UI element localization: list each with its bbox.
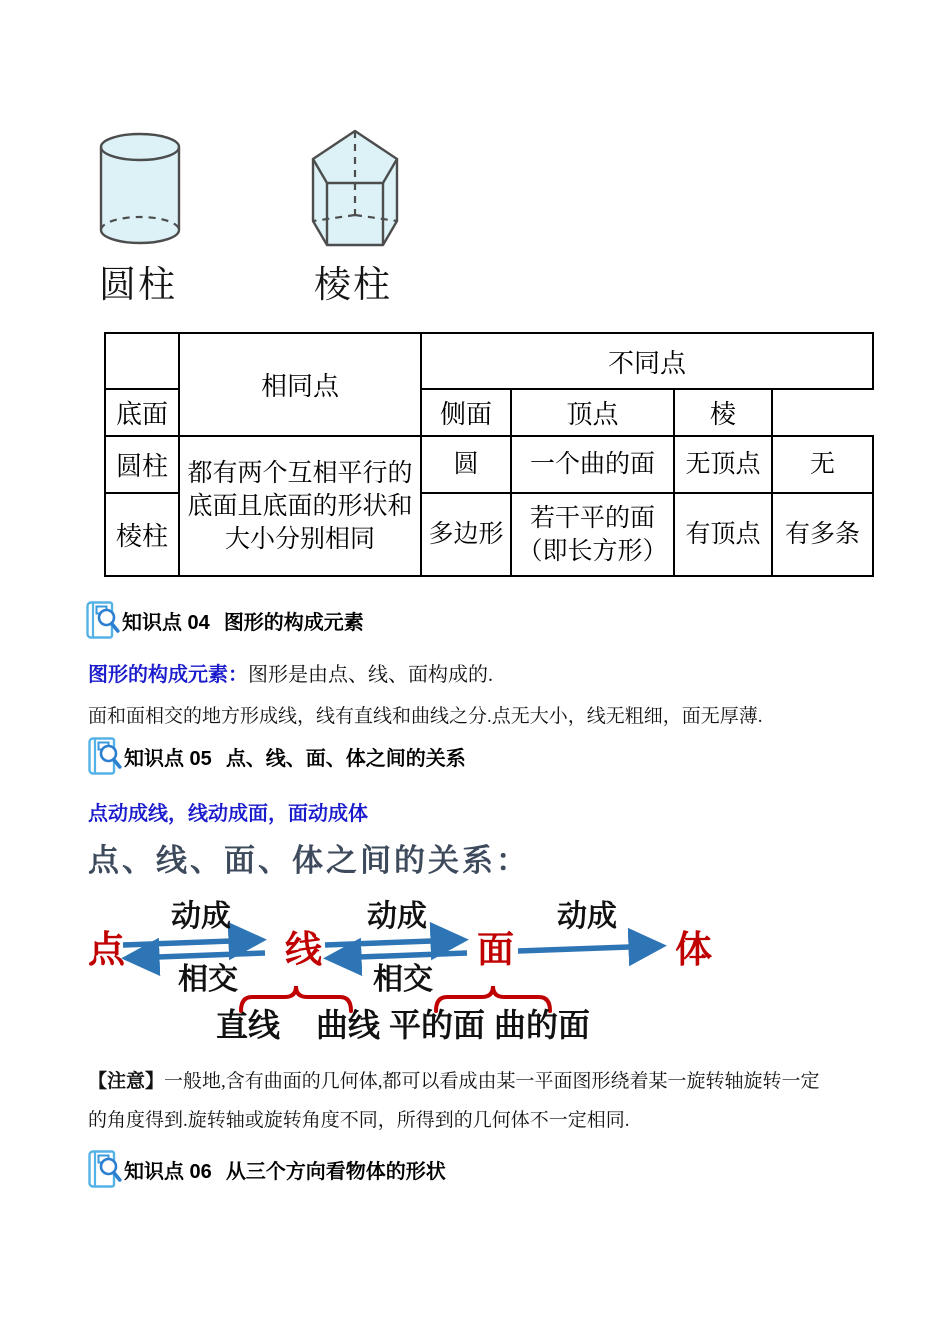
table-corner-cell — [105, 333, 179, 389]
book-magnifier-icon — [86, 1149, 122, 1189]
prism-side-cell: 若干平的面 （即长方形） — [511, 493, 674, 576]
cylinder-figure — [98, 132, 182, 246]
kp04-label: 知识点 04 — [122, 611, 210, 634]
link-label-move-2: 动成 — [367, 900, 427, 933]
same-points-cell: 都有两个互相平行的底面且底面的形状和大小分别相同 — [179, 436, 421, 576]
child-flat-face: 平的面 — [388, 1007, 486, 1043]
book-magnifier-icon — [84, 600, 120, 640]
cylinder-edge-cell: 无 — [772, 436, 873, 493]
kp04-title: 图形的构成元素 — [223, 611, 364, 634]
kp05-label: 知识点 05 — [124, 747, 212, 770]
link-label-move-1: 动成 — [171, 900, 231, 933]
cylinder-base-cell: 圆 — [421, 436, 511, 493]
child-straight-line: 直线 — [215, 1007, 281, 1043]
arrow-point-to-line — [123, 940, 257, 945]
prism-vertex-cell: 有顶点 — [674, 493, 772, 576]
arrow-face-to-line — [333, 953, 467, 958]
col-header-base: 底面 — [105, 389, 179, 436]
note-paragraph — [88, 1062, 888, 1140]
cylinder-label: 圆柱 — [99, 264, 177, 305]
node-face: 面 — [477, 929, 514, 970]
cylinder-side-cell: 一个曲的面 — [511, 436, 674, 493]
kp04-body-line: 面和面相交的地方形成线，线有直线和曲线之分.点无大小，线无粗细，面无厚薄. — [88, 706, 763, 727]
arrow-line-to-face — [325, 940, 459, 945]
prism-base-cell: 多边形 — [421, 493, 511, 576]
arrow-line-to-point — [131, 953, 265, 958]
kp05-blue-line: 点动成线，线动成面，面动成体 — [88, 803, 368, 825]
point-line-face-solid-diagram — [75, 893, 725, 1053]
col-header-vertex: 顶点 — [511, 389, 674, 436]
cylinder-vertex-cell: 无顶点 — [674, 436, 772, 493]
link-label-move-3: 动成 — [557, 900, 617, 933]
book-magnifier-icon — [86, 736, 122, 776]
knowledge-point-06-header — [86, 1149, 446, 1189]
link-label-intersect-1: 相交 — [178, 963, 238, 996]
kp05-title: 点、线、面、体之间的关系 — [225, 747, 466, 770]
node-point: 点 — [88, 929, 125, 970]
child-curved-line: 曲线 — [315, 1007, 381, 1043]
link-label-intersect-2: 相交 — [373, 963, 433, 996]
col-header-side: 侧面 — [421, 389, 511, 436]
kp06-label: 知识点 06 — [124, 1160, 212, 1183]
prism-edge-cell: 有多条 — [772, 493, 873, 576]
diff-points-header: 不同点 — [421, 333, 873, 389]
prism-label: 棱柱 — [314, 264, 392, 305]
child-curved-face: 曲的面 — [493, 1007, 591, 1043]
kp04-lead-paragraph — [88, 658, 493, 687]
table-row — [105, 436, 873, 493]
col-header-edge: 棱 — [674, 389, 772, 436]
knowledge-point-04-header — [84, 600, 364, 640]
node-solid: 体 — [675, 929, 712, 970]
comparison-table — [104, 332, 874, 577]
note-tag: 【注意】 — [88, 1071, 165, 1092]
row-label-prism: 棱柱 — [105, 493, 179, 576]
kp04-lead-term: 图形的构成元素： — [88, 664, 248, 686]
kp04-lead-rest: 图形是由点、线、面构成的. — [248, 664, 493, 686]
kp06-title: 从三个方向看物体的形状 — [225, 1160, 446, 1183]
knowledge-point-05-header — [86, 736, 466, 776]
note-line-2: 的角度得到.旋转轴或旋转角度不同，所得到的几何体不一定相同. — [88, 1110, 630, 1131]
arrow-face-to-solid — [518, 946, 657, 951]
prism-figure — [303, 125, 407, 252]
relationship-section-title: 点、线、面、体之间的关系： — [88, 843, 530, 878]
same-points-header: 相同点 — [179, 333, 421, 436]
row-label-cylinder: 圆柱 — [105, 436, 179, 493]
note-line-1: 【注意】一般地,含有曲面的几何体,都可以看成由某一平面图形绕着某一旋转轴旋转一定 — [88, 1071, 820, 1092]
node-line: 线 — [285, 929, 322, 970]
